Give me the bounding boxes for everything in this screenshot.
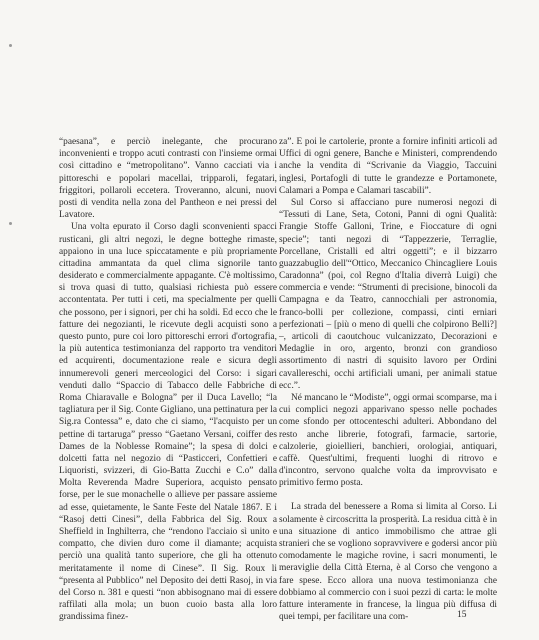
paragraph: “paesana”, e perciò inelegante, che procurano inconvenienti e troppo acuti contrasti con l'insieme ormai così cittadino e “metropolitano”. Vanno cacciati via i pittoreschi e popolari macellai, tripparoli, fegatari, friggitori, pollaroli eccetera. Troveranno, alcuni, nuovi posti di vendita nella zona del Pantheon e nei pressi del Lavatore. bbox=[59, 137, 277, 221]
binding-mark bbox=[9, 44, 12, 47]
paragraph: La strada del benessere a Roma si limita al Corso. Li solamente è circoscritta la prosperità. La residua città è in una situazione di antico immobilismo che attrae gli stranieri che se vogliono sopravvivere e godersi ancor più comodamente le magiche rovine, i sacri monumenti, le meraviglie della Città Eterna, è al Corso che vengono a fare spese. Ecco allora una nuova testimonianza che dobbiamo al commercio con i suoi pezzi di carta: le molte fatture interamente in francese, la lingua più diffusa di quei tempi, per facilitare una com- bbox=[279, 502, 497, 623]
paragraph: Una volta epurato il Corso dagli sconvenienti spacci rusticani, gli altri negozi, le degne botteghe rimaste, appaiono in una luce spiccatamente e più propriamente cittadina ammantata da quel clima signorile tanto desiderato e commercialmente appagante. C'è moltissimo, si trova quasi di tutto, qualsiasi richiesta può essere accontentata. Per tutti i ceti, ma specialmente per quelli che possono, per i signori, per chi ha soldi. Ed ecco che le fatture dei negozianti, le ricevute degli acquisti sono a questo punto, pure coi loro pittoreschi errori d'ortografia, la più autentica testimonianza del rapporto tra venditori ed acquirenti, documentazione reale e sicura degli innumerevoli generi merceologici del Corso: i sigari venduti dallo “Spaccio di Tabacco delle Fabbriche di Roma Chiaravalle e Bologna” per il Duca Lavello; “la tagliatura per il Sig. Conte Gigliano, una pettinatura per la Sig.ra Contessa” e, dato che ci siamo, “l'acquisto per un pettine di tartaruga” presso “Gaetano Versani, coiffer des Dames de la Noblesse Romaine”; la spesa di dolci e dolcetti fatta nel negozio di “Pasticceri, Confettieri e Liquoristi, svizzeri, di Gio-Batta Zucchi e C.o” dalla Molta Reverenda Madre Superiora, acquisto pensato forse, per le sue monachelle o allieve per passare assieme ad esse, quietamente, le Sante Feste del Natale 1867. E i “Rasoj detti Cinesi”, della Fabbrica del Sig. Roux a Sheffield in Inghilterra, che “rendono l'acciaio sì unito e compatto, che divien duro come il diamante; acquista perciò una qualità tanto superiore, che gli ha ottenuto meritatamente il nome di Cinese”. Il Sig. Roux li “presenta al Pubblico” nel Deposito dei detti Rasoj, in via del Corso n. 381 e questi “non abbisognano mai di essere raffilati alla mola; un buon cuoio basta alla loro grandissima finez- bbox=[59, 222, 277, 623]
right-text-column bbox=[279, 136, 497, 623]
paragraph: Né mancano le “Modiste”, oggi ormai scomparse, ma i cui complici negozi apparivano spesso nelle pochades come sfondo per ottocenteschi adulteri. Abbondano del resto anche librerie, fotografi, farmacie, sartorie, calzolerie, gioiellieri, banchieri, orologiai, antiquari, caffè. Quest'ultimi, frequenti luoghi di ritrovo e d'incontro, servono qualche volta da improvvisato e primitivo fermo posta. bbox=[279, 392, 497, 489]
binding-mark bbox=[9, 222, 12, 225]
paragraph: Sul Corso si affacciano pure numerosi negozi di “Tessuti di Lane, Seta, Cotoni, Panni di ogni Qualità: Frangie Stoffe Galloni, Trine, e Fioccature di ogni specie”; tanti negozi di “Tappezzerie, Terraglie, Porcellane, Cristalli ed altri oggetti”; e il bizzarro guazzabuglio dell'“Ottico, Meccanico Chincagliere Louis Caradonna” (poi, col Regno d'Italia diverrà Luigi) che commercia e vende: “Strumenti di precisione, binocoli da Campagna e da Teatro, cannocchiali per astronomia, franco-bolli per collezione, compassi, cinti erniari perfezionati – [più o meno di quelli che colpirono Belli?] –, articoli di caoutchouc vulcanizzato, Decorazioni e Medaglie in oro, argento, bronzi con grandioso assortimento di nastri di squisito lavoro per Ordini cavallereschi, occhi artificiali umani, per animali statue ecc.”. bbox=[279, 197, 497, 391]
left-text-column bbox=[59, 136, 277, 624]
paragraph: za”. E poi le cartolerie, pronte a fornire infiniti articoli ad Uffici di ogni genere, Banche e Ministeri, comprendendo anche la vendita di “Scrivanie da Viaggio, Taccuini inglesi, Portafogli di tutte le grandezze e Portamonete, Calamari a Pompa e Calamari tascabili”. bbox=[279, 137, 497, 196]
page-number: 15 bbox=[457, 610, 467, 620]
